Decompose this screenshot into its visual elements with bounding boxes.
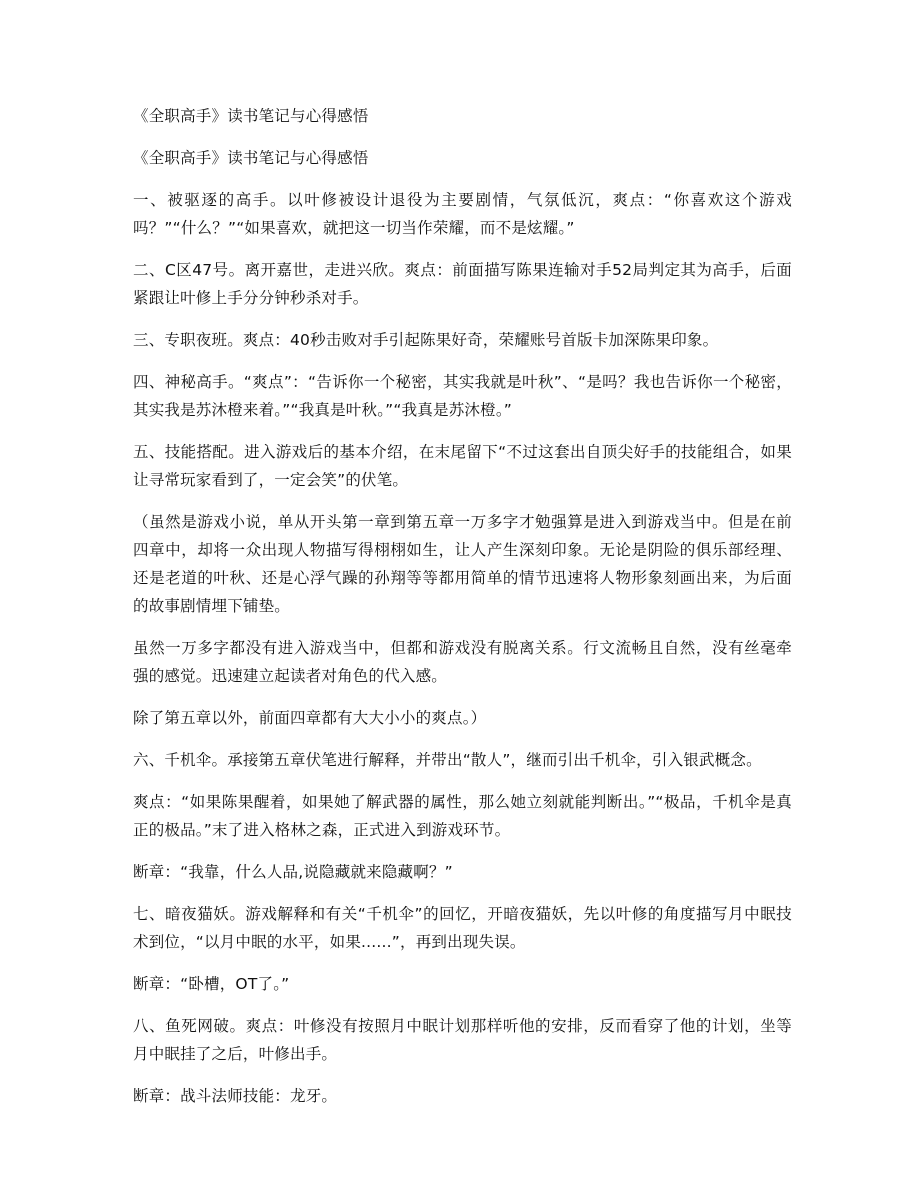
paragraph-4: 四、神秘高手。“爽点”：“告诉你一个秘密，其实我就是叶秋”、“是吗？我也告诉你一个秘密，其实我是苏沐橙来着。”“我真是叶秋。”“我真是苏沐橙。”	[133, 373, 792, 419]
paragraph-13: 断章：“卧槽，OT了。”	[133, 975, 290, 993]
paragraph-15: 断章：战斗法师技能：龙牙。	[133, 1087, 338, 1105]
paragraph-9: 六、千机伞。承接第五章伏笔进行解释，并带出“散人”，继而引出千机伞，引入银武概念。	[133, 751, 762, 769]
paragraph-14: 八、鱼死网破。爽点：叶修没有按照月中眠计划那样听他的安排，反而看穿了他的计划，坐等月中眠挂了之后，叶修出手。	[133, 1017, 792, 1063]
paragraph-8: 除了第五章以外，前面四章都有大大小小的爽点。）	[133, 709, 487, 727]
paragraph-7: 虽然一万多字都没有进入游戏当中，但都和游戏没有脱离关系。行文流畅且自然，没有丝毫牵强的感觉。迅速建立起读者对角色的代入感。	[133, 639, 792, 685]
paragraph-11: 断章：“我靠，什么人品,说隐藏就来隐藏啊？”	[133, 863, 453, 881]
paragraph-2: 二、C区47号。离开嘉世，走进兴欣。爽点：前面描写陈果连输对手52局判定其为高手，后面紧跟让叶修上手分分钟秒杀对手。	[133, 261, 792, 307]
paragraph-3: 三、专职夜班。爽点：40秒击败对手引起陈果好奇，荣耀账号首版卡加深陈果印象。	[133, 331, 719, 349]
document-subtitle: 《全职高手》读书笔记与心得感悟	[133, 149, 369, 167]
document-title: 《全职高手》读书笔记与心得感悟	[133, 107, 369, 125]
paragraph-5: 五、技能搭配。进入游戏后的基本介绍，在末尾留下“不过这套出自顶尖好手的技能组合，如果让寻常玩家看到了，一定会笑”的伏笔。	[133, 443, 792, 489]
paragraph-6: （虽然是游戏小说，单从开头第一章到第五章一万多字才勉强算是进入到游戏当中。但是在前四章中，却将一众出现人物描写得栩栩如生，让人产生深刻印象。无论是阴险的俱乐部经理、还是老道的叶秋、还是心浮气躁的孙翔等等都用简单的情节迅速将人物形象刻画出来，为后面的故事剧情埋下铺垫。	[133, 513, 792, 615]
paragraph-12: 七、暗夜猫妖。游戏解释和有关“千机伞”的回忆，开暗夜猫妖，先以叶修的角度描写月中眠技术到位，“以月中眠的水平，如果......”，再到出现失误。	[133, 905, 792, 951]
paragraph-10: 爽点：“如果陈果醒着，如果她了解武器的属性，那么她立刻就能判断出。”“极品，千机伞是真正的极品。”末了进入格林之森，正式进入到游戏环节。	[133, 793, 792, 839]
paragraph-1: 一、被驱逐的高手。以叶修被设计退役为主要剧情，气氛低沉，爽点：“你喜欢这个游戏吗？”“什么？”“如果喜欢，就把这一切当作荣耀，而不是炫耀。”	[133, 191, 792, 237]
